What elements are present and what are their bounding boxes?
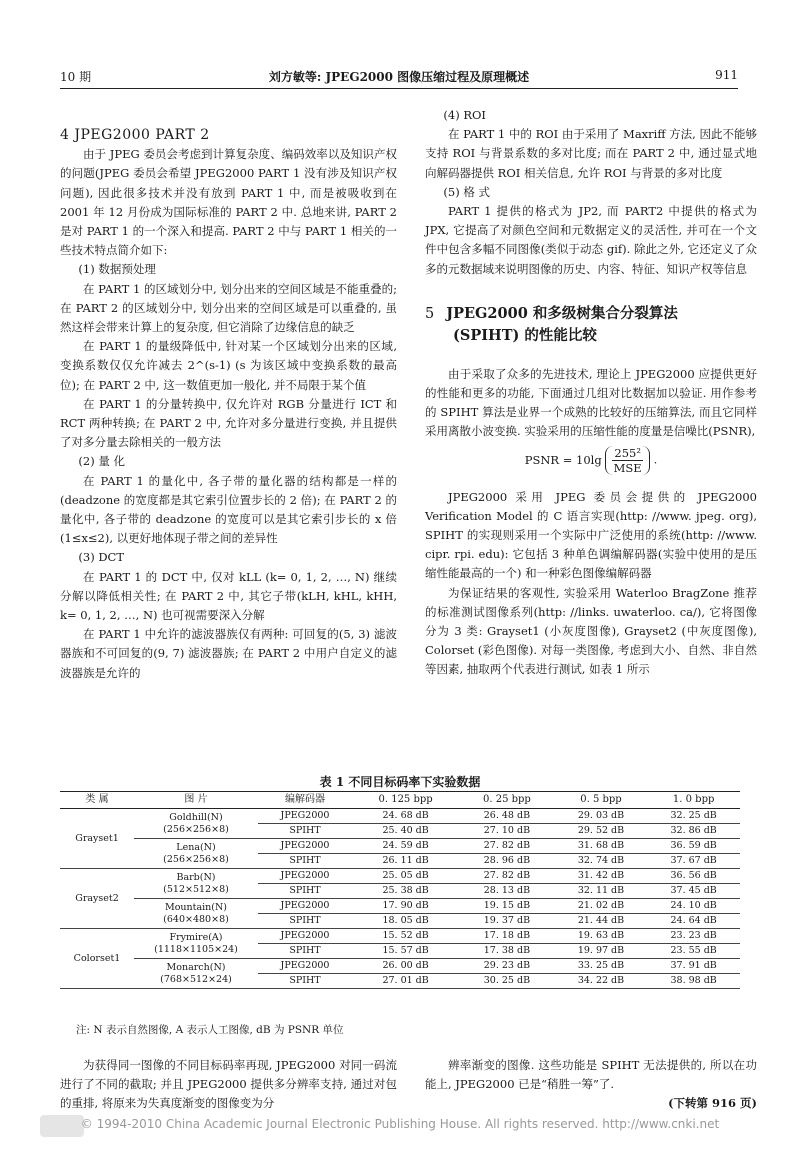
- issue-label: 10 期: [60, 70, 92, 84]
- psnr-value-cell: 37. 91 dB: [647, 959, 740, 974]
- bottom-left-text: [60, 1056, 397, 1114]
- section-5-title-line2: (SPIHT) 的性能比较: [453, 326, 597, 344]
- subheading-format: (5) 格 式: [443, 184, 490, 199]
- codec-cell: JPEG2000: [258, 959, 352, 974]
- psnr-value-cell: 17. 38 dB: [459, 944, 554, 959]
- image-cell: [134, 869, 258, 899]
- psnr-value-cell: 37. 67 dB: [647, 854, 740, 869]
- psnr-value-cell: 23. 55 dB: [647, 944, 740, 959]
- image-size: (1118×1105×24): [154, 943, 238, 955]
- psnr-value-cell: 28. 13 dB: [459, 884, 554, 899]
- header-codec: 编解码器: [258, 792, 352, 809]
- continued-note: (下转第 916 页): [668, 1096, 757, 1111]
- psnr-value-cell: 26. 11 dB: [352, 854, 459, 869]
- table-row: [60, 959, 740, 974]
- psnr-value-cell: 17. 90 dB: [352, 899, 459, 914]
- codec-cell: SPIHT: [258, 974, 352, 989]
- codec-cell: JPEG2000: [258, 929, 352, 944]
- copyright-footer: © 1994-2010 China Academic Journal Electronic Publishing House. All rights reserved. http://www.cnki.net: [80, 1117, 720, 1131]
- page-number: 911: [715, 68, 738, 82]
- psnr-value-cell: 27. 01 dB: [352, 974, 459, 989]
- subheading-roi: (4) ROI: [443, 108, 486, 122]
- image-name: Frymire(A): [169, 931, 223, 943]
- formula-denominator: MSE: [613, 460, 642, 475]
- codec-cell: JPEG2000: [258, 869, 352, 884]
- image-size: (768×512×24): [160, 973, 232, 985]
- psnr-value-cell: 31. 42 dB: [555, 869, 648, 884]
- psnr-value-cell: 15. 57 dB: [352, 944, 459, 959]
- header-bpp-0125: 0. 125 bpp: [352, 792, 459, 809]
- header-image: 图 片: [134, 792, 258, 809]
- header-category: 类 属: [60, 792, 134, 809]
- paragraph-component: 在 PART 1 的分量转换中, 仅允许对 RGB 分量进行 ICT 和 RCT 两种转换; 在 PART 2 中, 允许对多分量进行变换, 并且提供了对多分量去除相关的一般方法: [60, 396, 397, 450]
- psnr-value-cell: 32. 86 dB: [647, 824, 740, 839]
- formula-period: .: [653, 452, 658, 467]
- image-cell: [134, 839, 258, 869]
- codec-cell: SPIHT: [258, 884, 352, 899]
- table-row: [60, 899, 740, 914]
- psnr-value-cell: 25. 40 dB: [352, 824, 459, 839]
- paragraph-conclusion: 辨率渐变的图像. 这些功能是 SPIHT 无法提供的, 所以在功能上, JPEG2000 已是“稍胜一筹”了.: [425, 1058, 757, 1092]
- page-header: [60, 64, 738, 89]
- header-bpp-10: 1. 0 bpp: [647, 792, 740, 809]
- right-column: [425, 106, 757, 680]
- psnr-value-cell: 27. 82 dB: [459, 869, 554, 884]
- image-cell: [134, 899, 258, 929]
- table-row: [60, 839, 740, 854]
- image-name: Lena(N): [176, 841, 216, 853]
- psnr-value-cell: 17. 18 dB: [459, 929, 554, 944]
- section-5-number: 5: [425, 305, 435, 322]
- psnr-value-cell: 21. 02 dB: [555, 899, 648, 914]
- image-name: Mountain(N): [164, 901, 228, 913]
- paragraph-region: 在 PART 1 的区域划分中, 划分出来的空间区域是不能重叠的; 在 PART 2 的区域划分中, 划分出来的空间区域是可以重叠的, 虽然这样会带来计算上的复杂度, 但它消除了边缘信息的缺乏: [60, 281, 397, 335]
- paragraph-implementation: JPEG2000 采用 JPEG 委员会提供的 JPEG2000 Verification Model 的 C 语言实现(http: //www. jpeg. org), SPIHT 的实现则采用一个实际中广泛使用的系统(http: //www. cipr. rpi. edu): 它包括 3 种单色调编解码器(实验中使用的是压缩性能最高的一个) 和一种彩色图像编解码器: [425, 489, 757, 581]
- psnr-value-cell: 24. 10 dB: [647, 899, 740, 914]
- image-size: (512×512×8): [163, 883, 229, 895]
- psnr-value-cell: 29. 03 dB: [555, 809, 648, 824]
- formula-numerator: 255²: [614, 445, 641, 460]
- psnr-value-cell: 29. 52 dB: [555, 824, 648, 839]
- section-4-intro: 由于 JPEG 委员会考虑到计算复杂度、编码效率以及知识产权的问题(JPEG 委员会希望 JPEG2000 PART 1 没有涉及知识产权问题), 因此很多技术并没有放到 PART 1 中, 而是被吸收到在 2001 年 12 月份成为国际标准的 PART 2 中. 总地来讲, PART 2 是对 PART 1 的一个深入和提高. PART 2 中与 PART 1 相关的一些技术特点简介如下:: [60, 147, 397, 258]
- table-row: [60, 869, 740, 884]
- psnr-value-cell: 19. 63 dB: [555, 929, 648, 944]
- results-table: [60, 791, 740, 989]
- psnr-value-cell: 32. 74 dB: [555, 854, 648, 869]
- psnr-value-cell: 24. 68 dB: [352, 809, 459, 824]
- psnr-value-cell: 19. 97 dB: [555, 944, 648, 959]
- formula-lhs: PSNR = 10lg: [524, 452, 602, 467]
- table-caption: 表 1 不同目标码率下实验数据: [319, 775, 481, 789]
- image-cell: [134, 809, 258, 839]
- psnr-value-cell: 21. 44 dB: [555, 914, 648, 929]
- psnr-value-cell: 19. 37 dB: [459, 914, 554, 929]
- section-4-heading: 4 JPEG2000 PART 2: [60, 127, 210, 143]
- paragraph-test-images: 为保证结果的客观性, 实验采用 Waterloo BragZone 推荐的标准测试图像系列(http: //links. uwaterloo. ca/), 它将图像分为 3 类: Grayset1 (小灰度图像), Grayset2 (中灰度图像), Colorset (彩色图像). 对每一类图像, 考虑到大小、自然、非自然等因素, 抽取两个代表进行测试, 如表 1 所示: [425, 585, 757, 677]
- paragraph-filters: 在 PART 1 中允许的滤波器族仅有两种: 可回复的(5, 3) 滤波器族和不可回复的(9, 7) 滤波器族; 在 PART 2 中用户自定义的滤波器族是允许的: [60, 627, 397, 680]
- section-5-heading: [425, 303, 757, 347]
- subheading-preprocessing: (1) 数据预处理: [78, 262, 156, 277]
- paragraph-quantization: 在 PART 1 的量化中, 各子带的量化器的结构都是一样的(deadzone 的宽度都是其它索引位置步长的 2 倍); 在 PART 2 的量化中, 各子带的 deadzone 的宽度可以是其它索引步长的 x 倍(1≤x≤2), 以更好地体现子带之间的差异性: [60, 473, 397, 546]
- psnr-formula: [425, 446, 757, 482]
- psnr-value-cell: 36. 59 dB: [647, 839, 740, 854]
- codec-cell: SPIHT: [258, 944, 352, 959]
- paragraph-roi: 在 PART 1 中的 ROI 由于采用了 Maxriff 方法, 因此不能够支持 ROI 与背景系数的多对比度; 而在 PART 2 中, 通过显式地向解码器提供 ROI 相关信息, 允许 ROI 与背景的多对比度: [425, 127, 757, 180]
- subheading-dct: (3) DCT: [78, 550, 125, 565]
- psnr-value-cell: 19. 15 dB: [459, 899, 554, 914]
- psnr-value-cell: 26. 48 dB: [459, 809, 554, 824]
- psnr-value-cell: 30. 25 dB: [459, 974, 554, 989]
- psnr-value-cell: 15. 52 dB: [352, 929, 459, 944]
- psnr-value-cell: 27. 82 dB: [459, 839, 554, 854]
- image-size: (640×480×8): [163, 913, 229, 925]
- psnr-value-cell: 28. 96 dB: [459, 854, 554, 869]
- image-name: Monarch(N): [166, 961, 226, 973]
- psnr-value-cell: 26. 00 dB: [352, 959, 459, 974]
- psnr-value-cell: 31. 68 dB: [555, 839, 648, 854]
- table-header-row: [60, 792, 740, 809]
- psnr-value-cell: 38. 98 dB: [647, 974, 740, 989]
- category-cell: Grayset2: [60, 869, 134, 929]
- psnr-value-cell: 24. 64 dB: [647, 914, 740, 929]
- codec-cell: SPIHT: [258, 824, 352, 839]
- psnr-value-cell: 34. 22 dB: [555, 974, 648, 989]
- paragraph-truncation: 为获得同一图像的不同目标码率再现, JPEG2000 对同一码流进行了不同的截取; 并且 JPEG2000 提供多分辨率支持, 通过对包的重排, 将原来为失真度渐变的图像变为分: [60, 1058, 397, 1111]
- table-row: [60, 929, 740, 944]
- table-row: [60, 809, 740, 824]
- psnr-value-cell: 36. 56 dB: [647, 869, 740, 884]
- image-cell: [134, 959, 258, 989]
- subheading-quantization: (2) 量 化: [78, 454, 125, 469]
- formula-fraction: [605, 446, 650, 475]
- psnr-value-cell: 23. 23 dB: [647, 929, 740, 944]
- image-name: Barb(N): [176, 871, 216, 883]
- psnr-value-cell: 27. 10 dB: [459, 824, 554, 839]
- image-size: (256×256×8): [163, 823, 229, 835]
- image-name: Goldhill(N): [169, 811, 223, 823]
- category-cell: Colorset1: [60, 929, 134, 989]
- codec-cell: JPEG2000: [258, 899, 352, 914]
- image-size: (256×256×8): [163, 853, 229, 865]
- paragraph-psnr-intro: 由于采取了众多的先进技术, 理论上 JPEG2000 应提供更好的性能和更多的功能, 下面通过几组对比数据加以验证. 用作参考的 SPIHT 算法是业界一个成熟的比较好的压缩算法, 而且它同样采用离散小波变换. 实验采用的压缩性能的度量是信噪比(PSNR),: [425, 366, 757, 439]
- psnr-value-cell: 32. 11 dB: [555, 884, 648, 899]
- paragraph-dct: 在 PART 1 的 DCT 中, 仅对 kLL (k= 0, 1, 2, …, N) 继续分解以降低相关性; 在 PART 2 中, 其它子带(kLH, kHL, kHH, k= 0, 1, 2, …, N) 也可视需要深入分解: [60, 569, 397, 623]
- image-cell: [134, 929, 258, 959]
- codec-cell: JPEG2000: [258, 809, 352, 824]
- psnr-value-cell: 18. 05 dB: [352, 914, 459, 929]
- psnr-value-cell: 25. 38 dB: [352, 884, 459, 899]
- category-cell: Grayset1: [60, 809, 134, 869]
- table-body: [60, 809, 740, 989]
- psnr-value-cell: 24. 59 dB: [352, 839, 459, 854]
- codec-cell: JPEG2000: [258, 839, 352, 854]
- paragraph-level-shift: 在 PART 1 的量级降低中, 针对某一个区域划分出来的区域, 变换系数仅仅允许减去 2^(s-1) (s 为该区域中变换系数的最高位); 在 PART 2 中, 这一数值更加一般化, 并不局限于某个值: [60, 339, 397, 392]
- section-5-title-line1: JPEG2000 和多级树集合分裂算法: [446, 304, 678, 322]
- bottom-right-text: [425, 1056, 757, 1114]
- psnr-value-cell: 37. 45 dB: [647, 884, 740, 899]
- codec-cell: SPIHT: [258, 914, 352, 929]
- psnr-value-cell: 33. 25 dB: [555, 959, 648, 974]
- table-note: 注: N 表示自然图像, A 表示人工图像, dB 为 PSNR 单位: [76, 1024, 344, 1036]
- psnr-value-cell: 32. 25 dB: [647, 809, 740, 824]
- psnr-value-cell: 25. 05 dB: [352, 869, 459, 884]
- header-bpp-05: 0. 5 bpp: [555, 792, 648, 809]
- header-bpp-025: 0. 25 bpp: [459, 792, 554, 809]
- left-column: [60, 126, 397, 683]
- paragraph-format: PART 1 提供的格式为 JP2, 而 PART2 中提供的格式为 JPX, 它提高了对颜色空间和元数据定义的灵活性, 并可在一个文件中包含多幅不同图像(类似于动态 gif). 除此之外, 它还定义了众多的元数据域来说明图像的历史、内容、特征、知识产权等信息: [425, 204, 757, 276]
- psnr-value-cell: 29. 23 dB: [459, 959, 554, 974]
- codec-cell: SPIHT: [258, 854, 352, 869]
- running-title: 刘方敏等: JPEG2000 图像压缩过程及原理概述: [268, 70, 530, 84]
